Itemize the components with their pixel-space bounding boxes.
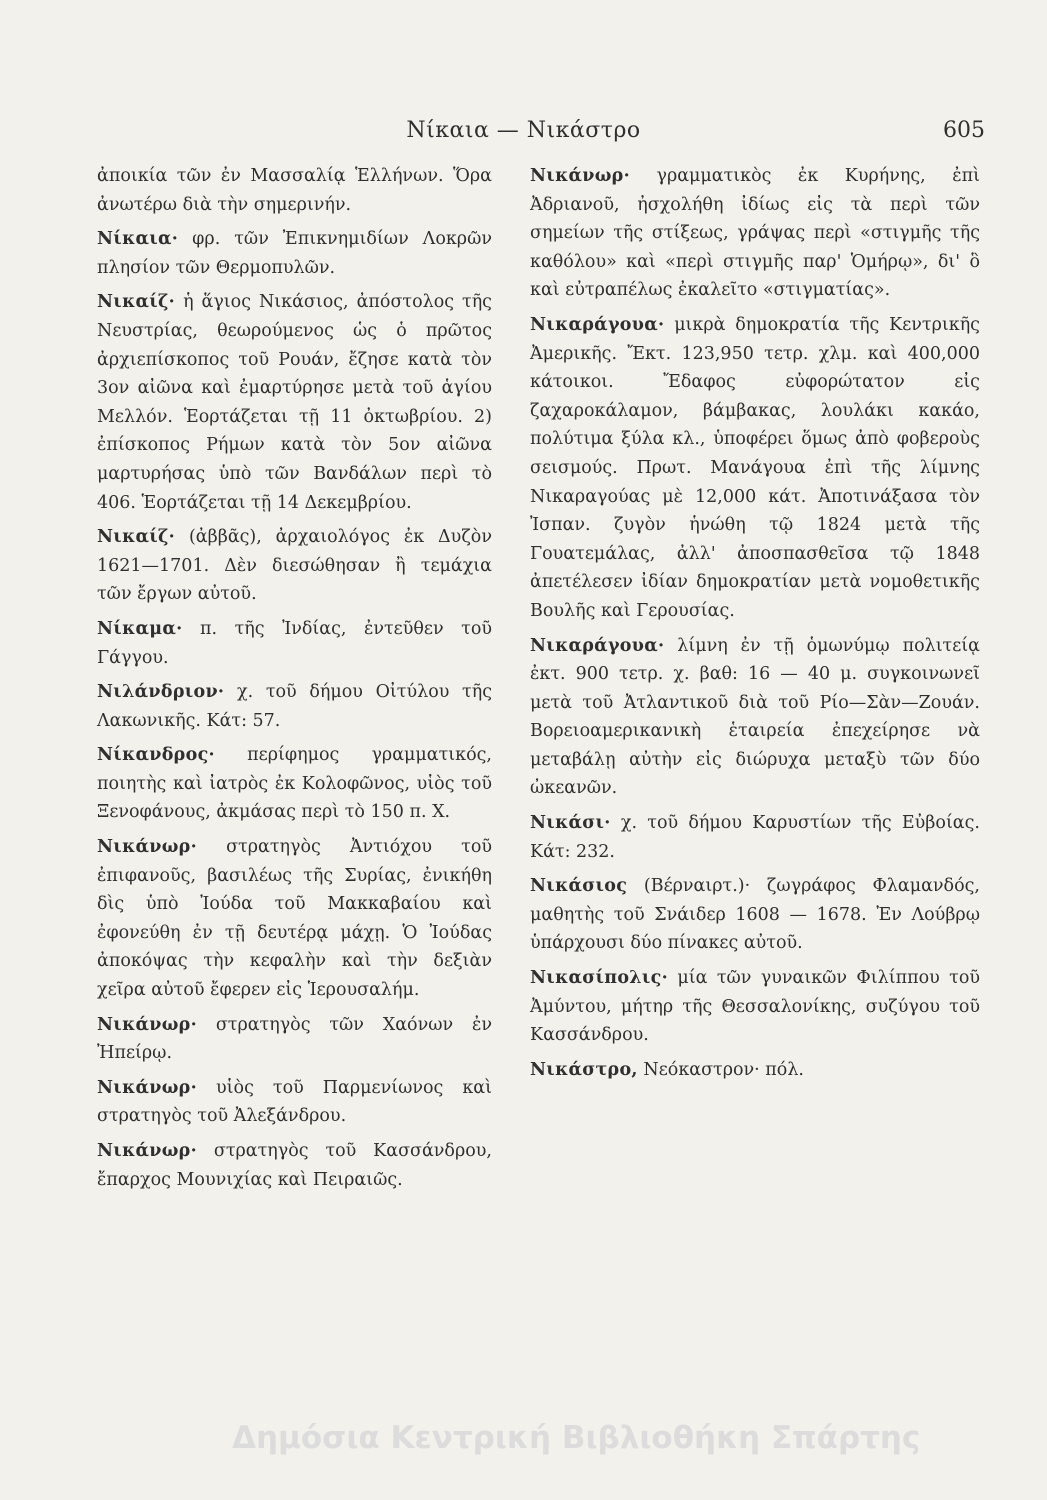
dictionary-entry	[530, 311, 980, 626]
dictionary-entry	[97, 678, 492, 735]
entry-text: μία τῶν γυναικῶν Φιλίππου τοῦ Ἀμύντου, μήτηρ τῆς Θεσσαλονίκης, συζύγου τοῦ Κασσάνδρου.	[530, 968, 980, 1046]
left-column	[97, 162, 492, 1200]
entry-text: λίμνη ἐν τῇ ὁμωνύμῳ πολιτείᾳ ἐκτ. 900 τετρ. χ. βαθ: 16 — 40 μ. συγκοινωνεῖ μετὰ τοῦ Ἀτλαντικοῦ διὰ τοῦ Ρίο—Σὰν—Ζουάν. Βορειοαμερικανικὴ ἑταιρεία ἐπεχείρησε νὰ μεταβάλῃ αὐτὴν εἰς διώρυχα μεταξὺ τῶν δύο ὠκεανῶν.	[530, 635, 980, 799]
entry-text: ἡ ἅγιος Νικάσιος, ἀπόστολος τῆς Νευστρίας, θεωρούμενος ὡς ὁ πρῶτος ἀρχιεπίσκοπος τοῦ Ρουάν, ἔζησε κατὰ τὸν 3ον αἰῶνα καὶ ἐμαρτύρησε μετὰ τοῦ ἁγίου Μελλόν. Ἑορτάζεται τῇ 11 ὀκτωβρίου. 2) ἐπίσκοπος Ρήμων κατὰ τὸν 5ον αἰῶνα μαρτυρήσας ὑπὸ τῶν Βανδάλων περὶ τὸ 406. Ἑορτάζεται τῇ 14 Δεκεμβρίου.	[97, 292, 492, 513]
entry-text: χ. τοῦ δήμου Καρυστίων τῆς Εὐβοίας. Κάτ: 232.	[530, 813, 980, 862]
entry-headword: Νιλάνδριον·	[97, 682, 225, 703]
entry-headword: Νικάνωρ·	[97, 837, 197, 858]
entry-text: στρατηγὸς Ἀντιόχου τοῦ ἐπιφανοῦς, βασιλέως τῆς Συρίας, ἐνικήθη δὶς ὑπὸ Ἰούδα τοῦ Μακκαβαίου καὶ ἐφονεύθη ἐν τῇ δευτέρᾳ μάχῃ. Ὁ Ἰούδας ἀποκόψας τὴν κεφαλὴν καὶ τὴν δεξιὰν χεῖρα αὐτοῦ ἔφερεν εἰς Ἱερουσαλήμ.	[97, 837, 492, 1001]
entry-headword: Νικαράγουα·	[530, 314, 665, 335]
entry-headword: Νικασίπολις·	[530, 968, 668, 989]
dictionary-entry	[97, 615, 492, 672]
entry-text: μικρὰ δημοκρατία τῆς Κεντρικῆς Ἀμερικῆς. Ἔκτ. 123,950 τετρ. χλμ. καὶ 400,000 κάτοικοι. Ἔδαφος εὐφορώτατον εἰς ζαχαροκάλαμον, βάμβακας, λουλάκι κακάο, πολύτιμα ξύλα κλ., ὑποφέρει ὅμως ἀπὸ φοβεροὺς σεισμούς. Πρωτ. Μανάγουα ἐπὶ τῆς λίμνης Νικαραγούας μὲ 12,000 κάτ. Ἀποτινάξασα τὸν Ἰσπαν. ζυγὸν ἡνώθη τῷ 1824 μετὰ τῆς Γουατεμάλας, ἀλλ' ἀποσπασθεῖσα τῷ 1848 ἀπετέλεσεν ἰδίαν δημοκρατίαν μετὰ νομοθετικῆς Βουλῆς καὶ Γερουσίας.	[530, 314, 980, 621]
entry-headword: Νικάνωρ·	[97, 1141, 197, 1161]
entry-text: στρατηγὸς τοῦ Κασσάνδρου, ἔπαρχος Μουνιχίας καὶ Πειραιῶς.	[97, 1141, 492, 1190]
page-number: 605	[943, 118, 985, 143]
dictionary-entry	[530, 809, 980, 866]
dictionary-entry	[530, 1056, 980, 1085]
entry-text: στρατηγὸς τῶν Χαόνων ἐν Ἠπείρῳ.	[97, 1014, 492, 1064]
entry-text: υἱὸς τοῦ Παρμενίωνος καὶ στρατηγὸς τοῦ Ἀλεξάνδρου.	[97, 1077, 492, 1127]
dictionary-entry	[97, 741, 492, 827]
right-column	[530, 162, 980, 1090]
entry-headword: Νίκανδρος·	[97, 745, 215, 766]
dictionary-entry	[97, 833, 492, 1005]
dictionary-entry	[97, 1074, 492, 1131]
entry-text: π. τῆς Ἰνδίας, ἐντεῦθεν τοῦ Γάγγου.	[97, 618, 492, 668]
dictionary-entry	[97, 1137, 492, 1194]
entry-text: φρ. τῶν Ἐπικνημιδίων Λοκρῶν πλησίον τῶν Θερμοπυλῶν.	[97, 229, 492, 278]
entry-headword: Νικαίζ·	[97, 527, 176, 548]
dictionary-entry	[97, 1011, 492, 1068]
entry-headword: Νικάσι·	[530, 813, 611, 834]
entry-headword: Νικάνωρ·	[97, 1077, 197, 1098]
dictionary-entry	[530, 964, 980, 1050]
dictionary-entry	[97, 523, 492, 609]
dictionary-entry	[530, 632, 980, 804]
entry-headword: Νικάστρο,	[530, 1059, 638, 1080]
entry-headword: Νικαράγουα·	[530, 635, 665, 656]
entry-headword: Νικάνωρ·	[530, 166, 630, 186]
entry-headword: Νικάνωρ·	[97, 1014, 197, 1035]
entry-headword: Νικαίζ·	[97, 292, 176, 313]
dictionary-entry	[97, 225, 492, 282]
entry-headword: Νίκαμα·	[97, 618, 183, 639]
dictionary-entry	[530, 162, 980, 305]
entry-headword: Νίκαια·	[97, 229, 179, 250]
entry-text: χ. τοῦ δήμου Οἰτύλου τῆς Λακωνικῆς. Κάτ: 57.	[97, 682, 492, 731]
entry-text: (ἀββᾶς), ἀρχαιολόγος ἐκ Δυζὸν 1621—1701. Δὲν διεσώθησαν ἢ τεμάχια τῶν ἔργων αὐτοῦ.	[97, 527, 492, 605]
entry-text: Νεόκαστρον· πόλ.	[643, 1059, 804, 1080]
entry-text: περίφημος γραμματικός, ποιητὴς καὶ ἰατρὸς ἐκ Κολοφῶνος, υἱὸς τοῦ Ξενοφάνους, ἀκμάσας περὶ τὸ 150 π. Χ.	[97, 745, 492, 823]
entry-text: γραμματικὸς ἐκ Κυρήνης, ἐπὶ Ἀδριανοῦ, ἠσχολήθη ἰδίως εἰς τὰ περὶ τῶν σημείων τῆς στίξεως, γράψας περὶ «στιγμῆς τῆς καθόλου» καὶ «περὶ στιγμῆς παρ' Ὁμήρῳ», δι' ὃ καὶ εὐτραπέλως ἐκαλεῖτο «στιγματίας».	[530, 166, 980, 301]
dictionary-entry	[530, 872, 980, 958]
entry-text: ἀποικία τῶν ἐν Μασσαλίᾳ Ἑλλήνων. Ὅρα ἀνωτέρω διὰ τὴν σημερινήν.	[97, 166, 492, 215]
dictionary-entry	[97, 288, 492, 517]
library-watermark: Δημόσια Κεντρική Βιβλιοθήκη Σπάρτης	[232, 1420, 921, 1456]
dictionary-entry	[97, 162, 492, 219]
running-header: Νίκαια — Νικάστρο	[406, 118, 641, 143]
entry-text: (Βέρναιρτ.)· ζωγράφος Φλαμανδός, μαθητὴς τοῦ Σνάιδερ 1608 — 1678. Ἐν Λούβρῳ ὑπάρχουσι δύο πίνακες αὐτοῦ.	[530, 876, 980, 954]
entry-headword: Νικάσιος	[530, 876, 628, 897]
